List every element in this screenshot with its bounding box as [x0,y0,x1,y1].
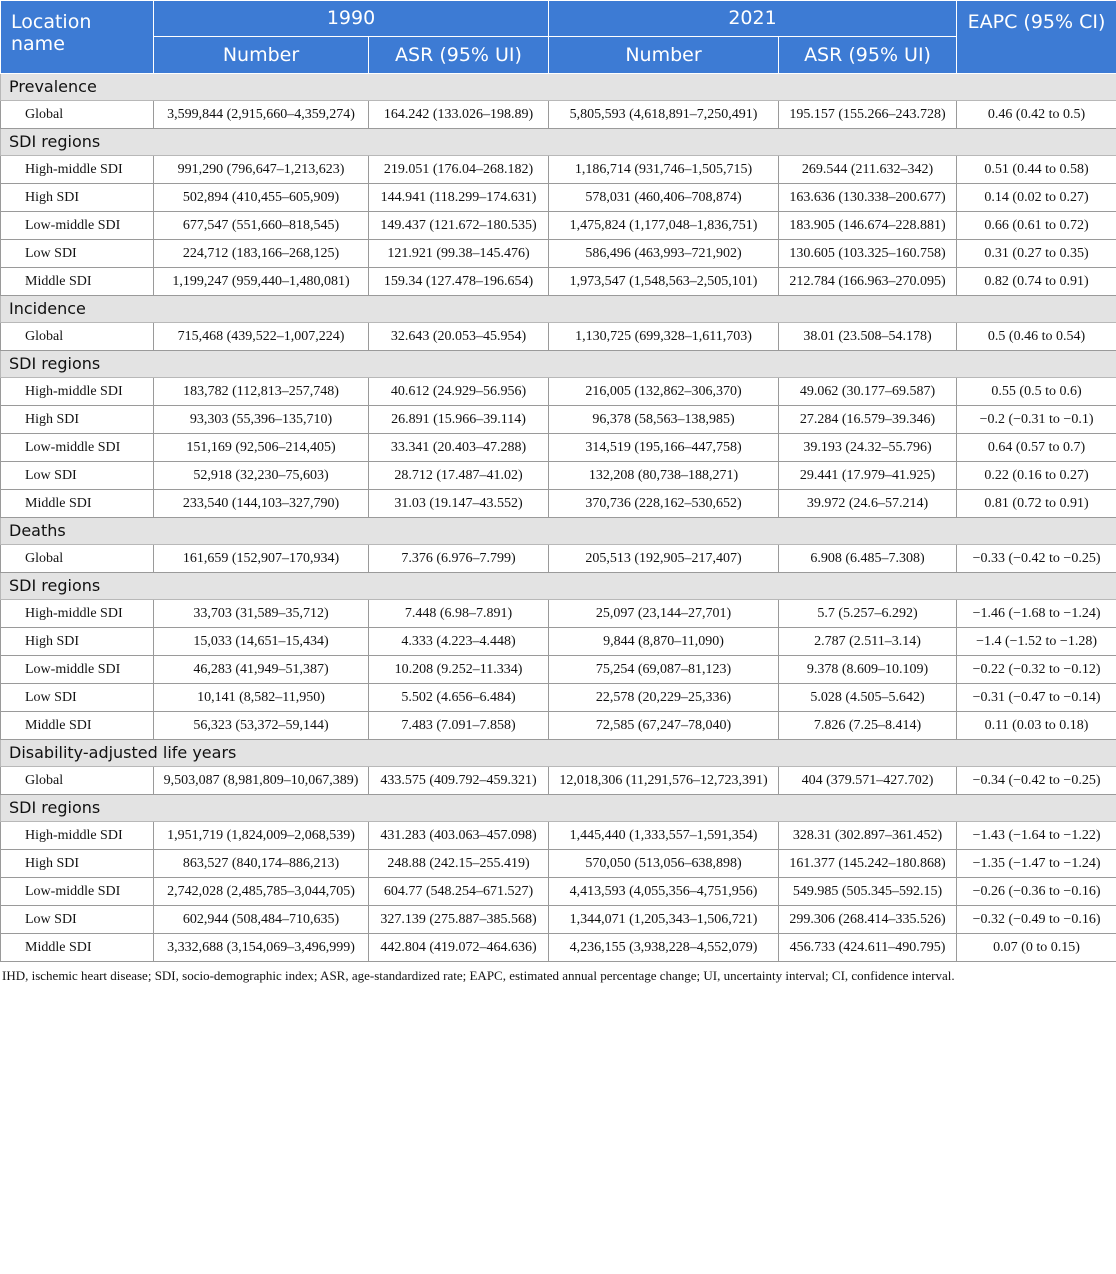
location-cell: Global [1,545,154,573]
number-1990-cell: 93,303 (55,396–135,710) [154,406,369,434]
number-2021-cell: 1,973,547 (1,548,563–2,505,101) [549,268,779,296]
table-row [1,684,1116,712]
asr-1990-cell: 10.208 (9.252–11.334) [369,656,549,684]
asr-2021-cell: 269.544 (211.632–342) [779,156,957,184]
asr-2021-cell: 7.826 (7.25–8.414) [779,712,957,740]
asr-2021-cell: 404 (379.571–427.702) [779,767,957,795]
location-cell: High-middle SDI [1,378,154,406]
asr-2021-cell: 9.378 (8.609–10.109) [779,656,957,684]
number-1990-cell: 183,782 (112,813–257,748) [154,378,369,406]
location-cell: High SDI [1,406,154,434]
asr-1990-cell: 31.03 (19.147–43.552) [369,490,549,518]
number-2021-cell: 5,805,593 (4,618,891–7,250,491) [549,101,779,129]
asr-2021-cell: 183.905 (146.674–228.881) [779,212,957,240]
eapc-cell: 0.14 (0.02 to 0.27) [957,184,1116,212]
asr-1990-cell: 604.77 (548.254–671.527) [369,878,549,906]
table-row [1,906,1116,934]
asr-1990-cell: 7.376 (6.976–7.799) [369,545,549,573]
asr-1990-cell: 144.941 (118.299–174.631) [369,184,549,212]
asr-2021-cell: 39.972 (24.6–57.214) [779,490,957,518]
location-cell: Low-middle SDI [1,656,154,684]
asr-1990-cell: 442.804 (419.072–464.636) [369,934,549,962]
table-row [1,600,1116,628]
table-row [1,434,1116,462]
section-header-row [1,351,1116,378]
eapc-cell: −1.43 (−1.64 to −1.22) [957,822,1116,850]
location-cell: Low-middle SDI [1,212,154,240]
eapc-cell: −0.33 (−0.42 to −0.25) [957,545,1116,573]
eapc-cell: 0.55 (0.5 to 0.6) [957,378,1116,406]
eapc-cell: −0.32 (−0.49 to −0.16) [957,906,1116,934]
asr-1990-cell: 149.437 (121.672–180.535) [369,212,549,240]
eapc-cell: 0.07 (0 to 0.15) [957,934,1116,962]
eapc-cell: 0.31 (0.27 to 0.35) [957,240,1116,268]
number-2021-cell: 586,496 (463,993–721,902) [549,240,779,268]
eapc-cell: −1.46 (−1.68 to −1.24) [957,600,1116,628]
table-row [1,156,1116,184]
asr-2021-cell: 2.787 (2.511–3.14) [779,628,957,656]
asr-2021-cell: 38.01 (23.508–54.178) [779,323,957,351]
location-cell: Global [1,101,154,129]
section-title: Incidence [1,296,1116,323]
table-row [1,628,1116,656]
table-row [1,268,1116,296]
section-header-row [1,740,1116,767]
number-2021-cell: 4,413,593 (4,055,356–4,751,956) [549,878,779,906]
location-cell: Global [1,767,154,795]
table-row [1,767,1116,795]
section-header-row [1,129,1116,156]
location-cell: High SDI [1,628,154,656]
table-row [1,878,1116,906]
number-2021-cell: 205,513 (192,905–217,407) [549,545,779,573]
eapc-cell: 0.64 (0.57 to 0.7) [957,434,1116,462]
number-1990-cell: 863,527 (840,174–886,213) [154,850,369,878]
table-row [1,323,1116,351]
number-1990-cell: 2,742,028 (2,485,785–3,044,705) [154,878,369,906]
section-title: Deaths [1,518,1116,545]
asr-2021-cell: 212.784 (166.963–270.095) [779,268,957,296]
asr-1990-cell: 7.483 (7.091–7.858) [369,712,549,740]
asr-2021-cell: 299.306 (268.414–335.526) [779,906,957,934]
location-cell: High-middle SDI [1,600,154,628]
number-1990-cell: 991,290 (796,647–1,213,623) [154,156,369,184]
eapc-cell: 0.5 (0.46 to 0.54) [957,323,1116,351]
table-row [1,101,1116,129]
table-row [1,184,1116,212]
footnote: IHD, ischemic heart disease; SDI, socio-demographic index; ASR, age-standardized rate; EAPC, estimated annual percentage change; UI, uncertainty interval; CI, confidence interval. [2,968,955,983]
number-2021-cell: 9,844 (8,870–11,090) [549,628,779,656]
number-1990-cell: 233,540 (144,103–327,790) [154,490,369,518]
table-row [1,240,1116,268]
location-cell: High-middle SDI [1,822,154,850]
location-cell: Low SDI [1,906,154,934]
number-1990-cell: 52,918 (32,230–75,603) [154,462,369,490]
section-header-row [1,573,1116,600]
eapc-cell: −1.4 (−1.52 to −1.28) [957,628,1116,656]
eapc-cell: −0.34 (−0.42 to −0.25) [957,767,1116,795]
section-title: Prevalence [1,74,1116,101]
asr-1990-cell: 40.612 (24.929–56.956) [369,378,549,406]
number-2021-cell: 22,578 (20,229–25,336) [549,684,779,712]
eapc-cell: −0.26 (−0.36 to −0.16) [957,878,1116,906]
asr-1990-cell: 5.502 (4.656–6.484) [369,684,549,712]
asr-2021-cell: 456.733 (424.611–490.795) [779,934,957,962]
table-row [1,490,1116,518]
location-cell: Middle SDI [1,490,154,518]
table-row [1,545,1116,573]
section-title: SDI regions [1,351,1116,378]
asr-2021-cell: 49.062 (30.177–69.587) [779,378,957,406]
location-cell: Low SDI [1,462,154,490]
header-year-2021: 2021 [549,1,957,37]
eapc-cell: 0.82 (0.74 to 0.91) [957,268,1116,296]
number-1990-cell: 15,033 (14,651–15,434) [154,628,369,656]
asr-2021-cell: 130.605 (103.325–160.758) [779,240,957,268]
asr-2021-cell: 29.441 (17.979–41.925) [779,462,957,490]
asr-1990-cell: 431.283 (403.063–457.098) [369,822,549,850]
number-2021-cell: 12,018,306 (11,291,576–12,723,391) [549,767,779,795]
eapc-cell: −0.22 (−0.32 to −0.12) [957,656,1116,684]
number-1990-cell: 56,323 (53,372–59,144) [154,712,369,740]
section-title: Disability-adjusted life years [1,740,1116,767]
section-header-row [1,74,1116,101]
section-title: SDI regions [1,573,1116,600]
number-1990-cell: 502,894 (410,455–605,909) [154,184,369,212]
asr-2021-cell: 549.985 (505.345–592.15) [779,878,957,906]
asr-2021-cell: 5.028 (4.505–5.642) [779,684,957,712]
number-2021-cell: 75,254 (69,087–81,123) [549,656,779,684]
number-2021-cell: 216,005 (132,862–306,370) [549,378,779,406]
header-number-1990: Number [154,36,369,73]
table-row [1,656,1116,684]
number-2021-cell: 1,475,824 (1,177,048–1,836,751) [549,212,779,240]
number-1990-cell: 602,944 (508,484–710,635) [154,906,369,934]
asr-2021-cell: 163.636 (130.338–200.677) [779,184,957,212]
eapc-cell: 0.51 (0.44 to 0.58) [957,156,1116,184]
location-cell: Global [1,323,154,351]
asr-2021-cell: 27.284 (16.579–39.346) [779,406,957,434]
asr-1990-cell: 4.333 (4.223–4.448) [369,628,549,656]
number-1990-cell: 151,169 (92,506–214,405) [154,434,369,462]
number-2021-cell: 1,344,071 (1,205,343–1,506,721) [549,906,779,934]
table-row [1,406,1116,434]
asr-2021-cell: 39.193 (24.32–55.796) [779,434,957,462]
table-row [1,850,1116,878]
location-cell: High-middle SDI [1,156,154,184]
table-row [1,378,1116,406]
asr-1990-cell: 121.921 (99.38–145.476) [369,240,549,268]
number-2021-cell: 25,097 (23,144–27,701) [549,600,779,628]
location-cell: Middle SDI [1,934,154,962]
asr-2021-cell: 161.377 (145.242–180.868) [779,850,957,878]
number-2021-cell: 370,736 (228,162–530,652) [549,490,779,518]
number-1990-cell: 10,141 (8,582–11,950) [154,684,369,712]
asr-1990-cell: 32.643 (20.053–45.954) [369,323,549,351]
asr-1990-cell: 433.575 (409.792–459.321) [369,767,549,795]
number-1990-cell: 33,703 (31,589–35,712) [154,600,369,628]
header-number-2021: Number [549,36,779,73]
number-2021-cell: 4,236,155 (3,938,228–4,552,079) [549,934,779,962]
asr-1990-cell: 327.139 (275.887–385.568) [369,906,549,934]
number-1990-cell: 46,283 (41,949–51,387) [154,656,369,684]
table-row [1,212,1116,240]
header-location: Location name [1,1,154,74]
location-cell: Low SDI [1,684,154,712]
asr-2021-cell: 195.157 (155.266–243.728) [779,101,957,129]
table-row [1,822,1116,850]
header-asr-1990: ASR (95% UI) [369,36,549,73]
eapc-cell: −0.31 (−0.47 to −0.14) [957,684,1116,712]
number-2021-cell: 96,378 (58,563–138,985) [549,406,779,434]
eapc-cell: 0.66 (0.61 to 0.72) [957,212,1116,240]
number-1990-cell: 3,599,844 (2,915,660–4,359,274) [154,101,369,129]
eapc-cell: 0.22 (0.16 to 0.27) [957,462,1116,490]
location-cell: Low-middle SDI [1,878,154,906]
header-asr-2021: ASR (95% UI) [779,36,957,73]
section-title: SDI regions [1,129,1116,156]
asr-1990-cell: 33.341 (20.403–47.288) [369,434,549,462]
header-eapc: EAPC (95% CI) [957,1,1116,74]
section-header-row [1,795,1116,822]
location-cell: Low-middle SDI [1,434,154,462]
number-2021-cell: 1,186,714 (931,746–1,505,715) [549,156,779,184]
eapc-cell: −0.2 (−0.31 to −0.1) [957,406,1116,434]
table-row [1,712,1116,740]
table-row [1,462,1116,490]
asr-1990-cell: 7.448 (6.98–7.891) [369,600,549,628]
asr-1990-cell: 26.891 (15.966–39.114) [369,406,549,434]
location-cell: Middle SDI [1,268,154,296]
header-year-1990: 1990 [154,1,549,37]
number-2021-cell: 72,585 (67,247–78,040) [549,712,779,740]
eapc-cell: 0.11 (0.03 to 0.18) [957,712,1116,740]
number-1990-cell: 1,199,247 (959,440–1,480,081) [154,268,369,296]
location-cell: Low SDI [1,240,154,268]
table-body [1,74,1116,962]
asr-1990-cell: 28.712 (17.487–41.02) [369,462,549,490]
eapc-cell: 0.81 (0.72 to 0.91) [957,490,1116,518]
number-2021-cell: 314,519 (195,166–447,758) [549,434,779,462]
number-2021-cell: 570,050 (513,056–638,898) [549,850,779,878]
asr-1990-cell: 164.242 (133.026–198.89) [369,101,549,129]
eapc-cell: 0.46 (0.42 to 0.5) [957,101,1116,129]
number-2021-cell: 132,208 (80,738–188,271) [549,462,779,490]
table-header [1,1,1116,74]
table-row [1,934,1116,962]
number-1990-cell: 161,659 (152,907–170,934) [154,545,369,573]
asr-2021-cell: 328.31 (302.897–361.452) [779,822,957,850]
number-1990-cell: 1,951,719 (1,824,009–2,068,539) [154,822,369,850]
section-header-row [1,518,1116,545]
location-cell: Middle SDI [1,712,154,740]
section-header-row [1,296,1116,323]
asr-2021-cell: 5.7 (5.257–6.292) [779,600,957,628]
location-cell: High SDI [1,850,154,878]
asr-1990-cell: 219.051 (176.04–268.182) [369,156,549,184]
number-1990-cell: 715,468 (439,522–1,007,224) [154,323,369,351]
location-cell: High SDI [1,184,154,212]
number-2021-cell: 1,130,725 (699,328–1,611,703) [549,323,779,351]
section-title: SDI regions [1,795,1116,822]
asr-2021-cell: 6.908 (6.485–7.308) [779,545,957,573]
number-2021-cell: 1,445,440 (1,333,557–1,591,354) [549,822,779,850]
number-1990-cell: 224,712 (183,166–268,125) [154,240,369,268]
asr-1990-cell: 159.34 (127.478–196.654) [369,268,549,296]
number-1990-cell: 9,503,087 (8,981,809–10,067,389) [154,767,369,795]
asr-1990-cell: 248.88 (242.15–255.419) [369,850,549,878]
number-1990-cell: 677,547 (551,660–818,545) [154,212,369,240]
number-2021-cell: 578,031 (460,406–708,874) [549,184,779,212]
number-1990-cell: 3,332,688 (3,154,069–3,496,999) [154,934,369,962]
eapc-cell: −1.35 (−1.47 to −1.24) [957,850,1116,878]
